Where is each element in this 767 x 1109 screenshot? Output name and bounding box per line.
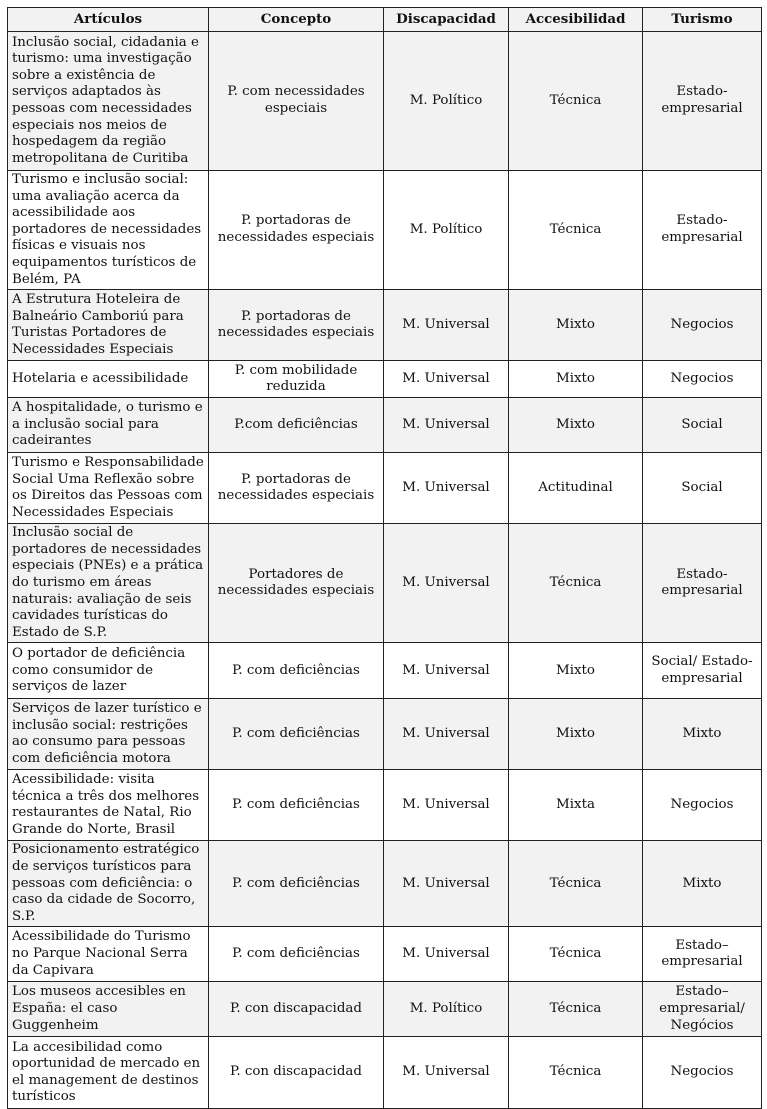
cell-turismo: Social — [643, 453, 762, 524]
header-accesibilidad: Accesibilidad — [509, 8, 643, 32]
cell-articulo: Inclusão social, cidadania e turismo: uma investigação sobre a existência de serviços adaptados às pessoas com necessidades especiais nos meios de hospedagem da região metropolitana de Curitiba — [8, 32, 209, 171]
table-row — [8, 982, 762, 1037]
cell-articulo: Acessibilidade do Turismo no Parque Nacional Serra da Capivara — [8, 927, 209, 982]
cell-turismo: Estado-empresarial — [643, 171, 762, 290]
cell-discapacidad: M. Universal — [384, 453, 509, 524]
cell-articulo: Hotelaria e acessibilidade — [8, 361, 209, 398]
cell-concepto: P. com deficiências — [209, 841, 384, 927]
cell-turismo: Estado–empresarial — [643, 927, 762, 982]
articles-table — [7, 7, 762, 1109]
cell-concepto: P. portadoras de necessidades especiais — [209, 453, 384, 524]
cell-concepto: P. com mobilidade reduzida — [209, 361, 384, 398]
cell-accesibilidad: Mixto — [509, 643, 643, 699]
table-row — [8, 524, 762, 643]
cell-discapacidad: M. Universal — [384, 398, 509, 453]
cell-concepto: P. com deficiências — [209, 699, 384, 770]
cell-accesibilidad: Técnica — [509, 1037, 643, 1109]
cell-articulo: Acessibilidade: visita técnica a três dos melhores restaurantes de Natal, Rio Grande do Norte, Brasil — [8, 770, 209, 841]
cell-turismo: Estado-empresarial — [643, 32, 762, 171]
cell-turismo: Negocios — [643, 290, 762, 361]
table-row — [8, 32, 762, 171]
cell-articulo: Los museos accesibles en España: el caso Guggenheim — [8, 982, 209, 1037]
cell-accesibilidad: Técnica — [509, 982, 643, 1037]
table-row — [8, 699, 762, 770]
table-row — [8, 453, 762, 524]
cell-concepto: P. con discapacidad — [209, 982, 384, 1037]
cell-concepto: P. con discapacidad — [209, 1037, 384, 1109]
cell-turismo: Mixto — [643, 841, 762, 927]
cell-discapacidad: M. Universal — [384, 524, 509, 643]
cell-turismo: Mixto — [643, 699, 762, 770]
cell-articulo: A hospitalidade, o turismo e a inclusão social para cadeirantes — [8, 398, 209, 453]
cell-concepto: P. com necessidades especiais — [209, 32, 384, 171]
cell-concepto: P. portadoras de necessidades especiais — [209, 171, 384, 290]
cell-concepto: P.com deficiências — [209, 398, 384, 453]
cell-concepto: P. com deficiências — [209, 927, 384, 982]
table-row — [8, 290, 762, 361]
cell-accesibilidad: Técnica — [509, 32, 643, 171]
cell-articulo: A Estrutura Hoteleira de Balneário Camboriú para Turistas Portadores de Necessidades Especiais — [8, 290, 209, 361]
cell-turismo: Estado-empresarial — [643, 524, 762, 643]
cell-concepto: P. com deficiências — [209, 770, 384, 841]
cell-accesibilidad: Actitudinal — [509, 453, 643, 524]
cell-turismo: Estado–empresarial/ Negócios — [643, 982, 762, 1037]
table-row — [8, 361, 762, 398]
header-row — [8, 8, 762, 32]
table-row — [8, 171, 762, 290]
cell-discapacidad: M. Universal — [384, 770, 509, 841]
cell-articulo: Inclusão social de portadores de necessidades especiais (PNEs) e a prática do turismo em áreas naturais: avaliação de seis cavidades turísticas do Estado de S.P. — [8, 524, 209, 643]
cell-accesibilidad: Mixta — [509, 770, 643, 841]
cell-accesibilidad: Técnica — [509, 171, 643, 290]
cell-turismo: Social — [643, 398, 762, 453]
cell-articulo: Serviços de lazer turístico e inclusão social: restrições ao consumo para pessoas com deficiência motora — [8, 699, 209, 770]
header-concepto: Concepto — [209, 8, 384, 32]
cell-discapacidad: M. Político — [384, 171, 509, 290]
cell-articulo: La accesibilidad como oportunidad de mercado en el management de destinos turísticos — [8, 1037, 209, 1109]
table-row — [8, 770, 762, 841]
cell-articulo: Posicionamento estratégico de serviços turísticos para pessoas com deficiência: o caso da cidade de Socorro, S.P. — [8, 841, 209, 927]
header-turismo: Turismo — [643, 8, 762, 32]
cell-accesibilidad: Técnica — [509, 927, 643, 982]
cell-accesibilidad: Mixto — [509, 398, 643, 453]
cell-turismo: Negocios — [643, 1037, 762, 1109]
cell-turismo: Negocios — [643, 770, 762, 841]
cell-accesibilidad: Técnica — [509, 524, 643, 643]
cell-discapacidad: M. Político — [384, 32, 509, 171]
cell-articulo: Turismo e Responsabilidade Social Uma Reflexão sobre os Direitos das Pessoas com Necessidades Especiais — [8, 453, 209, 524]
cell-concepto: Portadores de necessidades especiais — [209, 524, 384, 643]
cell-discapacidad: M. Universal — [384, 361, 509, 398]
cell-accesibilidad: Técnica — [509, 841, 643, 927]
cell-discapacidad: M. Universal — [384, 927, 509, 982]
cell-discapacidad: M. Universal — [384, 290, 509, 361]
header-discapacidad: Discapacidad — [384, 8, 509, 32]
cell-discapacidad: M. Universal — [384, 1037, 509, 1109]
cell-discapacidad: M. Universal — [384, 643, 509, 699]
cell-accesibilidad: Mixto — [509, 699, 643, 770]
table-row — [8, 398, 762, 453]
table-row — [8, 841, 762, 927]
cell-discapacidad: M. Universal — [384, 699, 509, 770]
cell-concepto: P. portadoras de necessidades especiais — [209, 290, 384, 361]
table-row — [8, 643, 762, 699]
cell-turismo: Social/ Estado-empresarial — [643, 643, 762, 699]
cell-accesibilidad: Mixto — [509, 361, 643, 398]
cell-concepto: P. com deficiências — [209, 643, 384, 699]
cell-discapacidad: M. Político — [384, 982, 509, 1037]
cell-accesibilidad: Mixto — [509, 290, 643, 361]
table-row — [8, 1037, 762, 1109]
cell-discapacidad: M. Universal — [384, 841, 509, 927]
cell-turismo: Negocios — [643, 361, 762, 398]
cell-articulo: O portador de deficiência como consumidor de serviços de lazer — [8, 643, 209, 699]
header-articulos: Artículos — [8, 8, 209, 32]
cell-articulo: Turismo e inclusão social: uma avaliação acerca da acessibilidade aos portadores de necessidades físicas e visuais nos equipamentos turísticos de Belém, PA — [8, 171, 209, 290]
table-row — [8, 927, 762, 982]
